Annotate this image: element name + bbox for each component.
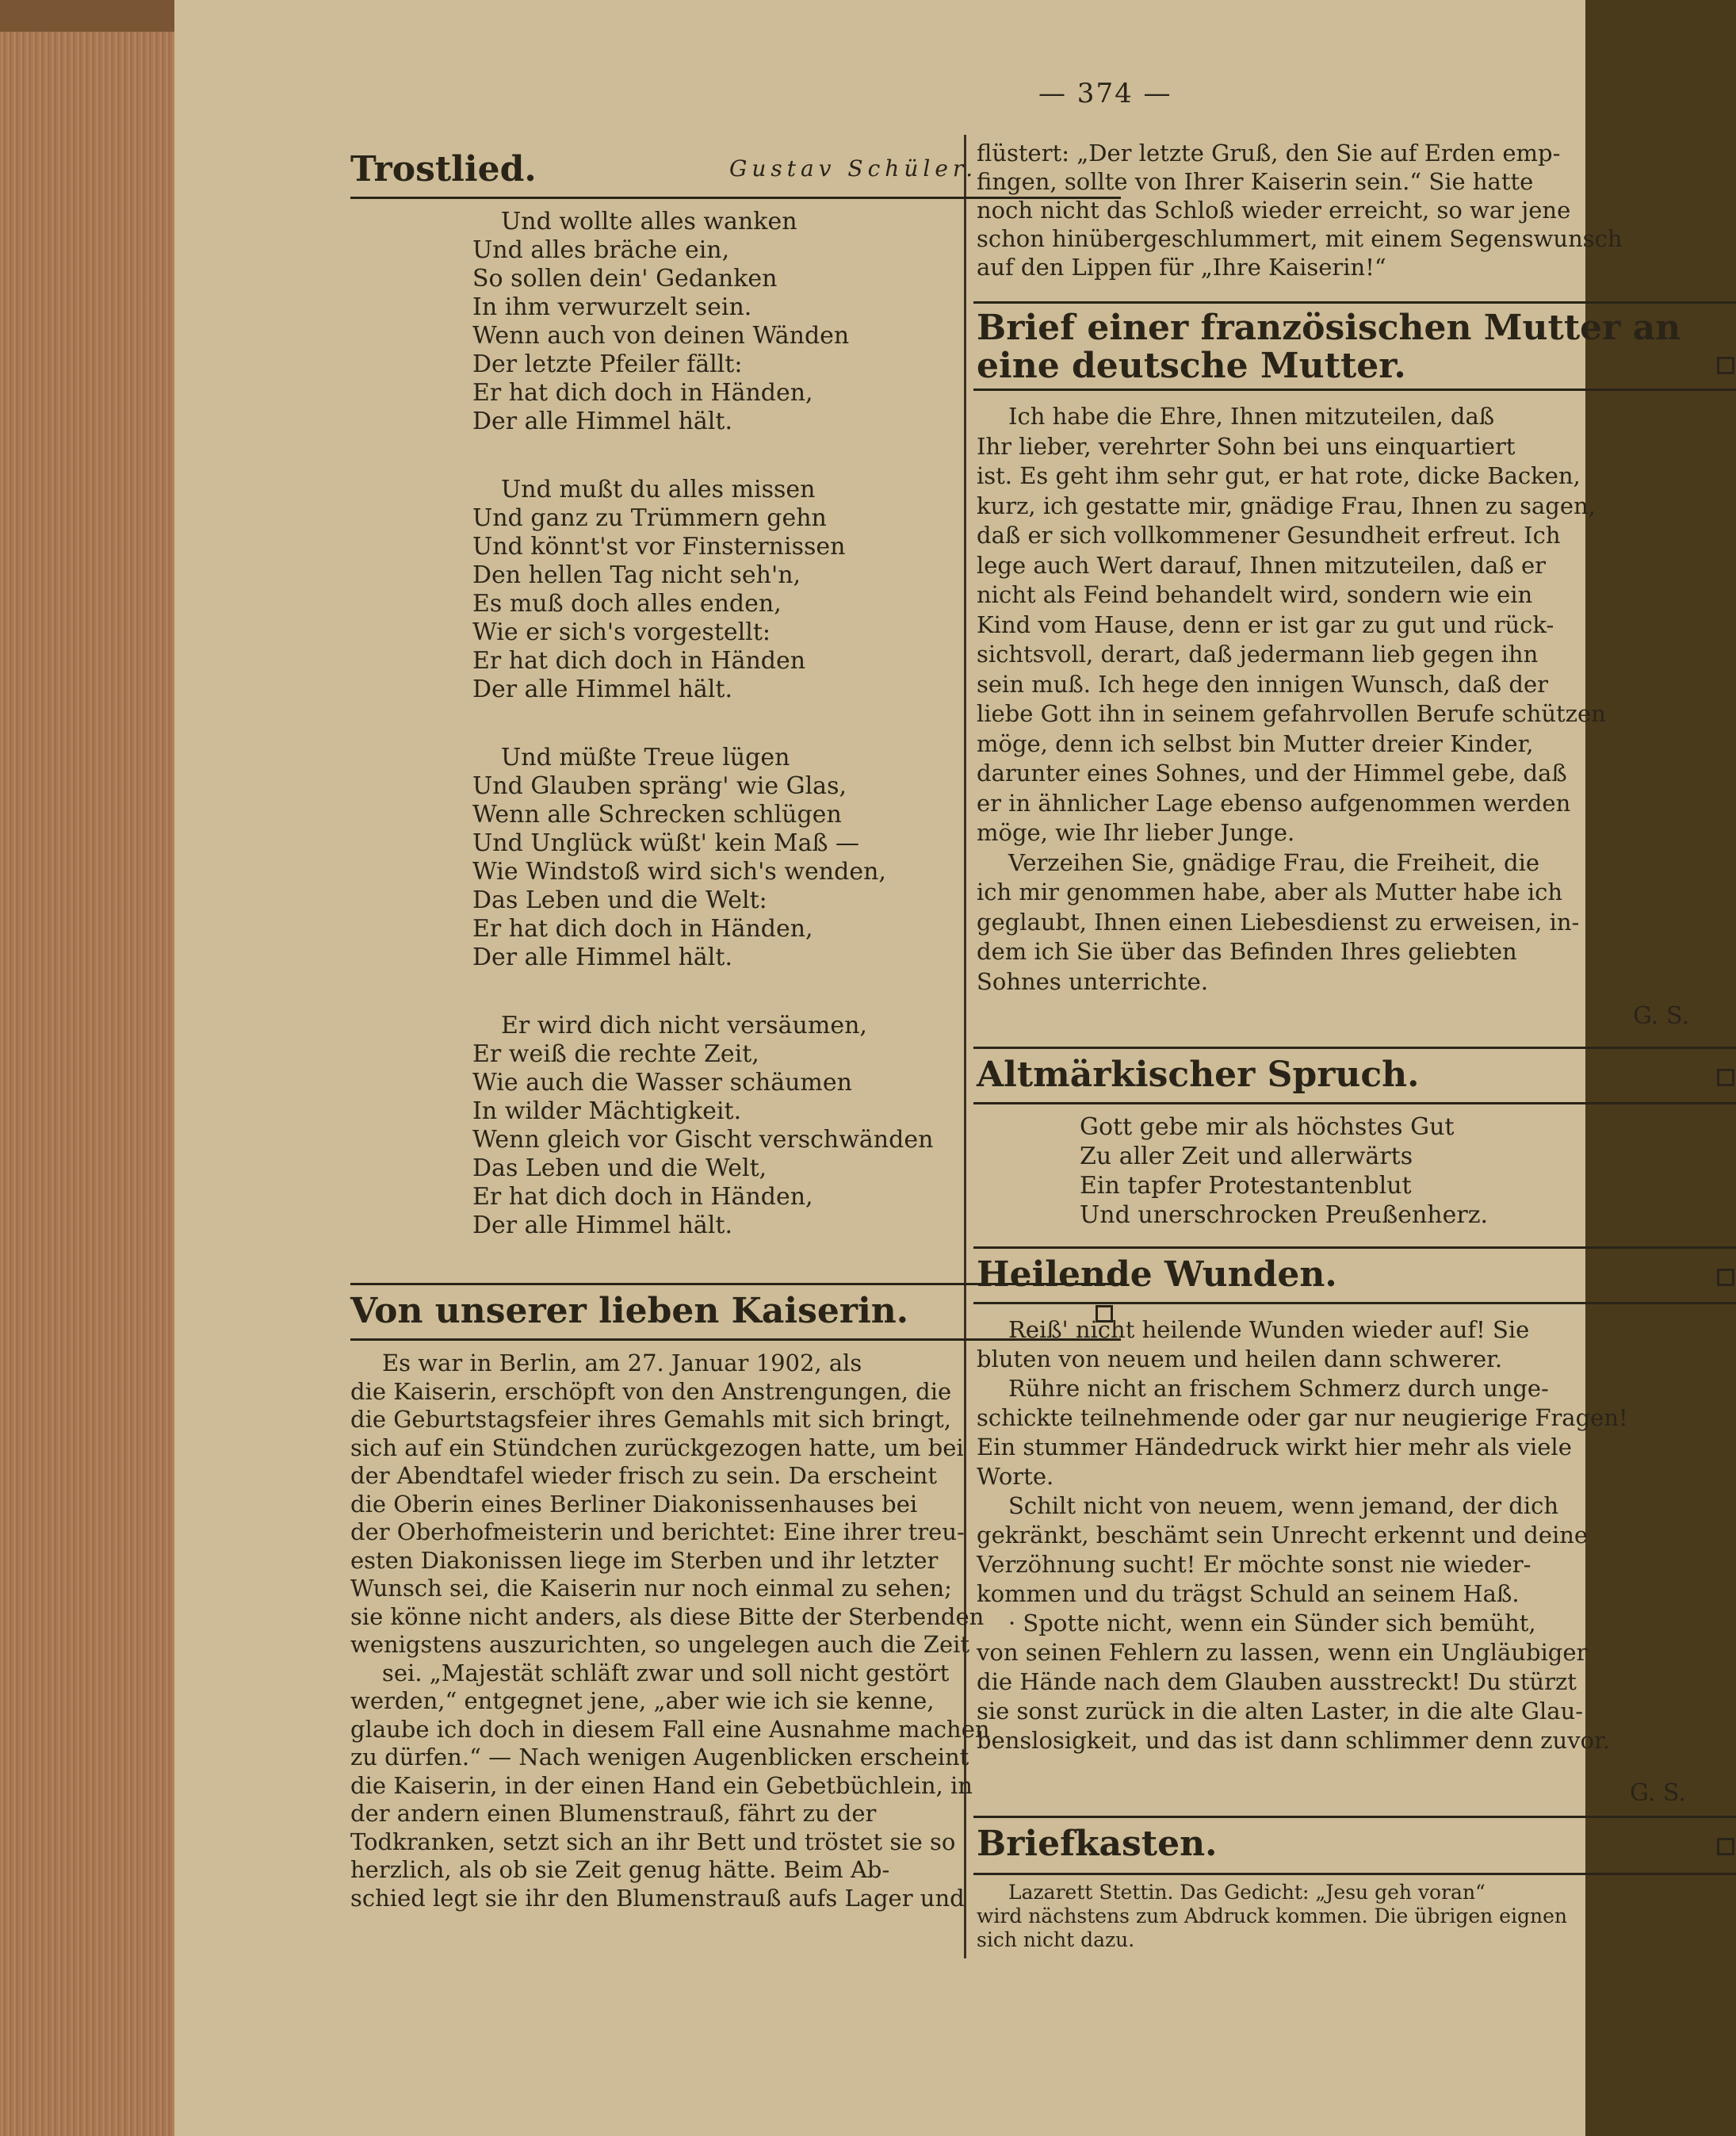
section-box-icon xyxy=(1717,1069,1734,1086)
book-page-edges xyxy=(0,0,177,2136)
brief-top-rule xyxy=(973,301,1736,304)
paragraph-line: dem ich Sie über das Befinden Ihres geliebten xyxy=(977,938,1517,965)
paragraph-line: gekränkt, beschämt sein Unrecht erkennt und deine xyxy=(977,1522,1589,1548)
brief-title-line2: eine deutsche Mutter. xyxy=(977,346,1406,386)
poem-line: Der alle Himmel hält. xyxy=(472,944,732,971)
paragraph-line: daß er sich vollkommener Gesundheit erfreut. Ich xyxy=(977,522,1561,549)
poem-line: Er weiß die rechte Zeit, xyxy=(472,1040,759,1068)
paragraph-line: nicht als Feind behandelt wird, sondern wie ein xyxy=(977,581,1533,608)
poem-line: Wie auch die Wasser schäumen xyxy=(472,1069,852,1097)
paragraph-line: noch nicht das Schloß wieder erreicht, so war jene xyxy=(977,197,1571,224)
paragraph-line: möge, denn ich selbst bin Mutter dreier Kinder, xyxy=(977,729,1534,757)
poem-line: Er hat dich doch in Händen, xyxy=(472,379,813,407)
paragraph-line: wenigstens auszurichten, so ungelegen auch die Zeit xyxy=(350,1631,970,1658)
wunden-bottom-rule xyxy=(973,1302,1736,1304)
paragraph-line: von seinen Fehlern zu lassen, wenn ein Ungläubiger xyxy=(977,1639,1588,1666)
paragraph-line: Sohnes unterrichte. xyxy=(977,967,1209,995)
paragraph-line: liebe Gott ihn in seinem gefahrvollen Berufe schützen xyxy=(977,700,1606,727)
poem-line: Wenn auch von deinen Wänden xyxy=(472,322,850,350)
section-box-icon xyxy=(1717,1269,1734,1286)
poem-line: Der alle Himmel hält. xyxy=(472,676,732,703)
poem-line: Und müßte Treue lügen xyxy=(501,744,790,771)
paragraph-line: Ihr lieber, verehrter Sohn bei uns einquartiert xyxy=(977,432,1516,460)
brief-signature: G. S. xyxy=(1633,1002,1689,1030)
paragraph-line: die Kaiserin, erschöpft von den Anstrengungen, die xyxy=(350,1377,952,1405)
paragraph-line: kommen und du trägst Schuld an seinem Haß. xyxy=(977,1580,1520,1607)
page-number: — 374 — xyxy=(1038,78,1172,109)
poem-line: So sollen dein' Gedanken xyxy=(472,265,778,293)
wunden-title: Heilende Wunden. xyxy=(977,1254,1337,1295)
trostlied-author: Gustav Schüler. xyxy=(729,155,978,182)
notice-line: Lazarett Stettin. Das Gedicht: „Jesu geh voran“ xyxy=(1008,1881,1486,1904)
paragraph-line: sich auf ein Stündchen zurückgezogen hatte, um bei xyxy=(350,1434,964,1461)
notice-line: wird nächstens zum Abdruck kommen. Die übrigen eignen xyxy=(977,1904,1567,1927)
poem-line: Wenn alle Schrecken schlügen xyxy=(472,801,842,829)
paragraph-line: Verzöhnung sucht! Er möchte sonst nie wieder- xyxy=(977,1551,1531,1578)
paragraph-line: Rühre nicht an frischem Schmerz durch unge- xyxy=(1008,1375,1549,1402)
poem-line: Er wird dich nicht versäumen, xyxy=(501,1012,867,1039)
paragraph-line: Es war in Berlin, am 27. Januar 1902, als xyxy=(382,1349,862,1376)
poem-line: Es muß doch alles enden, xyxy=(472,590,782,618)
spruch-top-rule xyxy=(973,1047,1736,1049)
poem-line: Und ganz zu Trümmern gehn xyxy=(472,504,827,532)
brief-title-line1: Brief einer französischen Mutter an xyxy=(977,308,1681,348)
poem-line: Er hat dich doch in Händen, xyxy=(472,915,813,943)
notice-line: sich nicht dazu. xyxy=(977,1928,1135,1951)
brief-bottom-rule xyxy=(973,389,1736,391)
briefkasten-bottom-rule xyxy=(973,1873,1736,1875)
paragraph-line: er in ähnlicher Lage ebenso aufgenommen werden xyxy=(977,789,1571,817)
section-box-icon xyxy=(1717,1838,1734,1855)
paragraph-line: ich mir genommen habe, aber als Mutter habe ich xyxy=(977,879,1563,905)
poem-line: Wie Windstoß wird sich's wenden, xyxy=(472,858,886,886)
paragraph-line: benslosigkeit, und das ist dann schlimmer denn zuvor. xyxy=(977,1727,1610,1754)
paragraph-line: sie sonst zurück in die alten Laster, in die alte Glau- xyxy=(977,1698,1584,1724)
paragraph-line: Kind vom Hause, denn er ist gar zu gut und rück- xyxy=(977,611,1554,638)
poem-line: Wie er sich's vorgestellt: xyxy=(472,618,770,646)
paragraph-line: die Kaiserin, in der einen Hand ein Gebetbüchlein, in xyxy=(350,1771,973,1799)
paragraph-line: glaube ich doch in diesem Fall eine Ausnahme machen xyxy=(350,1715,990,1743)
section-box-icon xyxy=(1717,357,1734,374)
paragraph-line: die Geburtstagsfeier ihres Gemahls mit sich bringt, xyxy=(350,1406,951,1433)
wunden-top-rule xyxy=(973,1246,1736,1249)
paragraph-line: der Abendtafel wieder frisch zu sein. Da erscheint xyxy=(350,1462,937,1489)
paragraph-line: schied legt sie ihr den Blumenstrauß aufs Lager und xyxy=(350,1884,965,1912)
spruch-title: Altmärkischer Spruch. xyxy=(977,1055,1420,1095)
verse-line: Und unerschrocken Preußenherz. xyxy=(1080,1201,1489,1229)
paragraph-line: sie könne nicht anders, als diese Bitte der Sterbenden xyxy=(350,1602,985,1630)
poem-line: Und wollte alles wanken xyxy=(501,208,797,235)
briefkasten-title: Briefkasten. xyxy=(977,1824,1218,1864)
poem-line: Den hellen Tag nicht seh'n, xyxy=(472,561,801,589)
column-divider xyxy=(964,135,966,1958)
wunden-signature: G. S. xyxy=(1630,1779,1686,1807)
paragraph-line: Wunsch sei, die Kaiserin nur noch einmal zu sehen; xyxy=(350,1575,952,1602)
poem-line: Und Glauben spräng' wie Glas, xyxy=(472,772,847,800)
paragraph-line: möge, wie Ihr lieber Junge. xyxy=(977,819,1295,846)
paragraph-line: werden,“ entgegnet jene, „aber wie ich sie kenne, xyxy=(350,1687,935,1714)
poem-line: Und könnt'st vor Finsternissen xyxy=(472,533,846,561)
paragraph-line: darunter eines Sohnes, und der Himmel gebe, daß xyxy=(977,760,1567,787)
verse-line: Ein tapfer Protestantenblut xyxy=(1080,1172,1412,1200)
paragraph-line: die Oberin eines Berliner Diakonissenhauses bei xyxy=(350,1490,918,1518)
poem-line: Und Unglück wüßt' kein Maß — xyxy=(472,829,860,857)
poem-line: Er hat dich doch in Händen xyxy=(472,647,806,675)
poem-line: Der alle Himmel hält. xyxy=(472,408,732,435)
paragraph-line: der Oberhofmeisterin und berichtet: Eine ihrer treu- xyxy=(350,1518,965,1545)
paragraph-line: zu dürfen.“ — Nach wenigen Augenblicken erscheint xyxy=(350,1744,969,1770)
paragraph-line: Verzeihen Sie, gnädige Frau, die Freiheit, die xyxy=(1008,848,1540,876)
verse-line: Gott gebe mir als höchstes Gut xyxy=(1080,1113,1455,1141)
book-binding-top xyxy=(0,0,174,32)
paragraph-line: bluten von neuem und heilen dann schwerer. xyxy=(977,1346,1503,1372)
paragraph-line: der andern einen Blumenstrauß, fährt zu der xyxy=(350,1800,877,1827)
paragraph-line: ist. Es geht ihm sehr gut, er hat rote, dicke Backen, xyxy=(977,462,1581,489)
poem-line: Und mußt du alles missen xyxy=(501,476,816,503)
paragraph-line: sei. „Majestät schläft zwar und soll nicht gestört xyxy=(382,1659,950,1686)
trostlied-title: Trostlied. xyxy=(350,149,537,189)
verse-line: Zu aller Zeit und allerwärts xyxy=(1080,1143,1413,1170)
paragraph-line: lege auch Wert darauf, Ihnen mitzuteilen, daß er xyxy=(977,551,1547,579)
paragraph-line: Worte. xyxy=(977,1463,1054,1490)
paragraph-line: die Hände nach dem Glauben ausstreckt! Du stürzt xyxy=(977,1668,1577,1695)
paragraph-line: Ein stummer Händedruck wirkt hier mehr als viele xyxy=(977,1434,1572,1460)
briefkasten-top-rule xyxy=(973,1816,1736,1818)
poem-line: In wilder Mächtigkeit. xyxy=(472,1097,742,1125)
paragraph-line: schon hinübergeschlummert, mit einem Segenswunsch xyxy=(977,225,1623,252)
poem-line: Wenn gleich vor Gischt verschwänden xyxy=(472,1126,934,1154)
paragraph-line: · Spotte nicht, wenn ein Sünder sich bemüht, xyxy=(1008,1610,1536,1636)
spruch-bottom-rule xyxy=(973,1102,1736,1104)
poem-line: Er hat dich doch in Händen, xyxy=(472,1183,813,1211)
newspaper-page xyxy=(174,0,1689,2136)
paragraph-line: geglaubt, Ihnen einen Liebesdienst zu erweisen, in- xyxy=(977,908,1580,936)
paragraph-line: Todkranken, setzt sich an ihr Bett und tröstet sie so xyxy=(350,1828,956,1855)
paragraph-line: fingen, sollte von Ihrer Kaiserin sein.“ Sie hatte xyxy=(977,168,1534,195)
poem-line: Das Leben und die Welt, xyxy=(472,1154,767,1182)
kaiserin-title: Von unserer lieben Kaiserin. xyxy=(350,1291,909,1331)
poem-line: Und alles bräche ein, xyxy=(472,236,730,264)
paragraph-line: sichtsvoll, derart, daß jedermann lieb gegen ihn xyxy=(977,641,1539,668)
poem-line: In ihm verwurzelt sein. xyxy=(472,293,752,321)
poem-line: Der alle Himmel hält. xyxy=(472,1212,732,1239)
poem-line: Der letzte Pfeiler fällt: xyxy=(472,350,743,378)
paragraph-line: esten Diakonissen liege im Sterben und ihr letzter xyxy=(350,1546,939,1574)
paragraph-line: kurz, ich gestatte mir, gnädige Frau, Ihnen zu sagen, xyxy=(977,492,1596,519)
paragraph-line: Ich habe die Ehre, Ihnen mitzuteilen, daß xyxy=(1008,403,1495,430)
paragraph-line: Reiß' nicht heilende Wunden wieder auf! Sie xyxy=(1008,1316,1530,1343)
paragraph-line: schickte teilnehmende oder gar nur neugierige Fragen! xyxy=(977,1404,1628,1431)
paragraph-line: flüstert: „Der letzte Gruß, den Sie auf Erden emp- xyxy=(977,140,1561,167)
paragraph-line: sein muß. Ich hege den innigen Wunsch, daß der xyxy=(977,670,1548,698)
paragraph-line: Schilt nicht von neuem, wenn jemand, der dich xyxy=(1008,1492,1559,1519)
kaiserin-bottom-rule xyxy=(350,1338,1121,1341)
paragraph-line: herzlich, als ob sie Zeit genug hätte. Beim Ab- xyxy=(350,1856,890,1883)
paragraph-line: auf den Lippen für „Ihre Kaiserin!“ xyxy=(977,254,1386,281)
poem-line: Das Leben und die Welt: xyxy=(472,886,767,914)
